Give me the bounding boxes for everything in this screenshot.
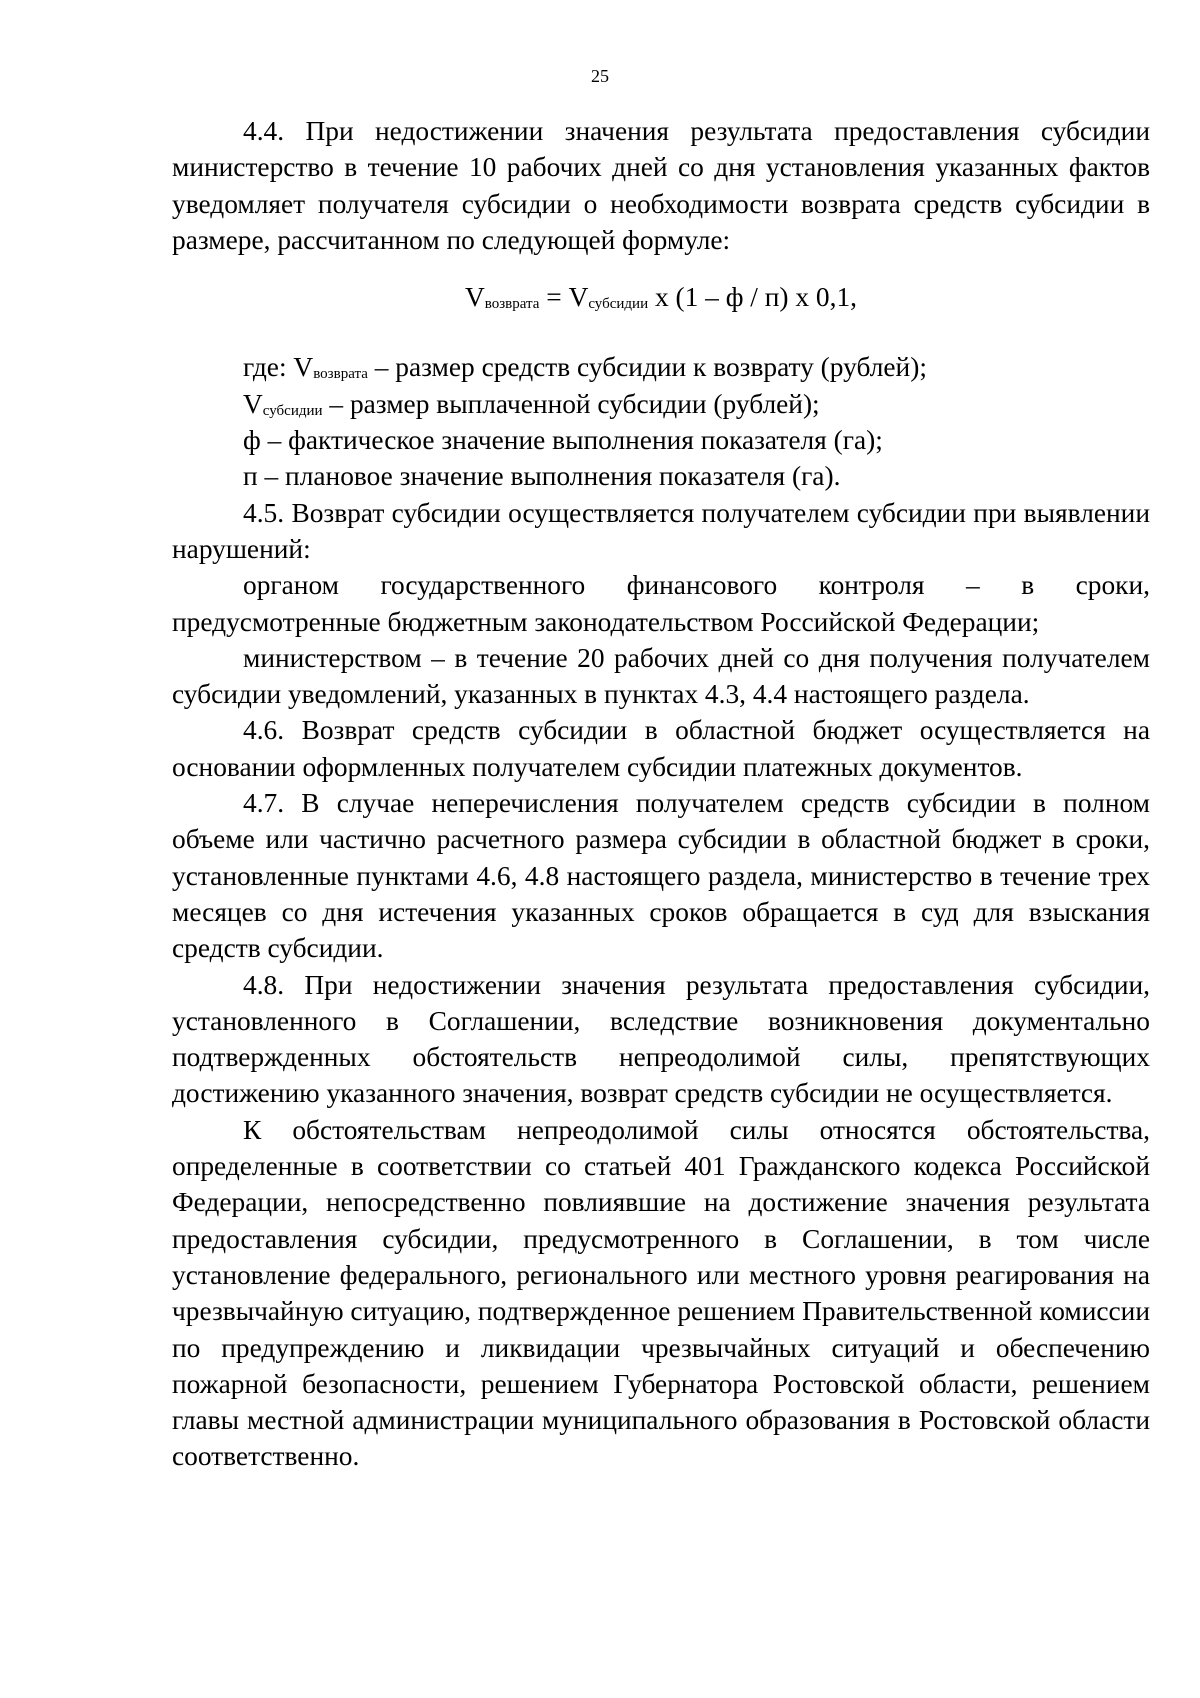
document-body [172,113,1150,1475]
legend-line-fact: ф – фактическое значение выполнения показателя (га); [243,425,883,456]
formula-expression: х (1 – ф / п) х 0,1, [648,282,858,313]
formula-legend [172,349,1150,494]
paragraph-force-majeure: К обстоятельствам непреодолимой силы относятся обстоятельства, определенные в соответствии со статьей 401 Гражданского кодекса Российской Федерации, непосредственно повлиявшие на достижение значения результата предоставления субсидии, предусмотренного в Соглашении, в том числе установление федерального, регионального или местного уровня реагирования на чрезвычайную ситуацию, подтвержденное решением Правительственной комиссии по предупреждению и ликвидации чрезвычайных ситуаций и обеспечению пожарной безопасности, решением Губернатора Ростовской области, решением главы местной администрации муниципального образования в Ростовской области соответственно. [172,1114,1150,1472]
formula [172,279,1150,315]
legend-line-return: где: $V_{возврата}$ – размер средств субсидии к возврату (рублей); [243,352,927,383]
formula-equals: = [539,282,569,313]
paragraph-4-7: 4.7. В случае неперечисления получателем средств субсидии в полном объеме или частично расчетного размера субсидии в областной бюджет в сроки, установленные пунктами 4.6, 4.8 настоящего раздела, министерство в течение трех месяцев со дня истечения указанных сроков обращается в суд для взыскания средств субсидии. [172,788,1150,964]
paragraph-4-8: 4.8. При недостижении значения результата предоставления субсидии, установленного в Соглашении, вследствие возникновения документально подтвержденных обстоятельств непреодолимой силы, препятствующих достижению указанного значения, возврат средств субсидии не осуществляется. [172,969,1150,1109]
formula-v-return: $V_{возврата}$ [464,282,540,313]
legend-line-subsidy: $V_{субсидии}$ – размер выплаченной субсидии (рублей); [243,388,820,419]
paragraph-4-6: 4.6. Возврат средств субсидии в областной бюджет осуществляется на основании оформленных получателем субсидии платежных документов. [172,715,1150,782]
page-number: 25 [591,66,609,86]
paragraph-4-5: 4.5. Возврат субсидии осуществляется получателем субсидии при выявлении нарушений: [172,497,1150,564]
legend-line-plan: п – плановое значение выполнения показателя (га). [243,461,841,492]
formula-v-subsidy: $V_{субсидии}$ [568,282,649,313]
paragraph-4-5-control-body: органом государственного финансового контроля – в сроки, предусмотренные бюджетным законодательством Российской Федерации; [172,570,1150,637]
paragraph-4-5-ministry: министерством – в течение 20 рабочих дней со дня получения получателем субсидии уведомлений, указанных в пунктах 4.3, 4.4 настоящего раздела. [172,642,1150,710]
paragraph-4-4: 4.4. При недостижении значения результата предоставления субсидии министерство в течение 10 рабочих дней со дня установления указанных фактов уведомляет получателя субсидии о необходимости возврата средств субсидии в размере, рассчитанном по следующей формуле: [172,116,1150,255]
